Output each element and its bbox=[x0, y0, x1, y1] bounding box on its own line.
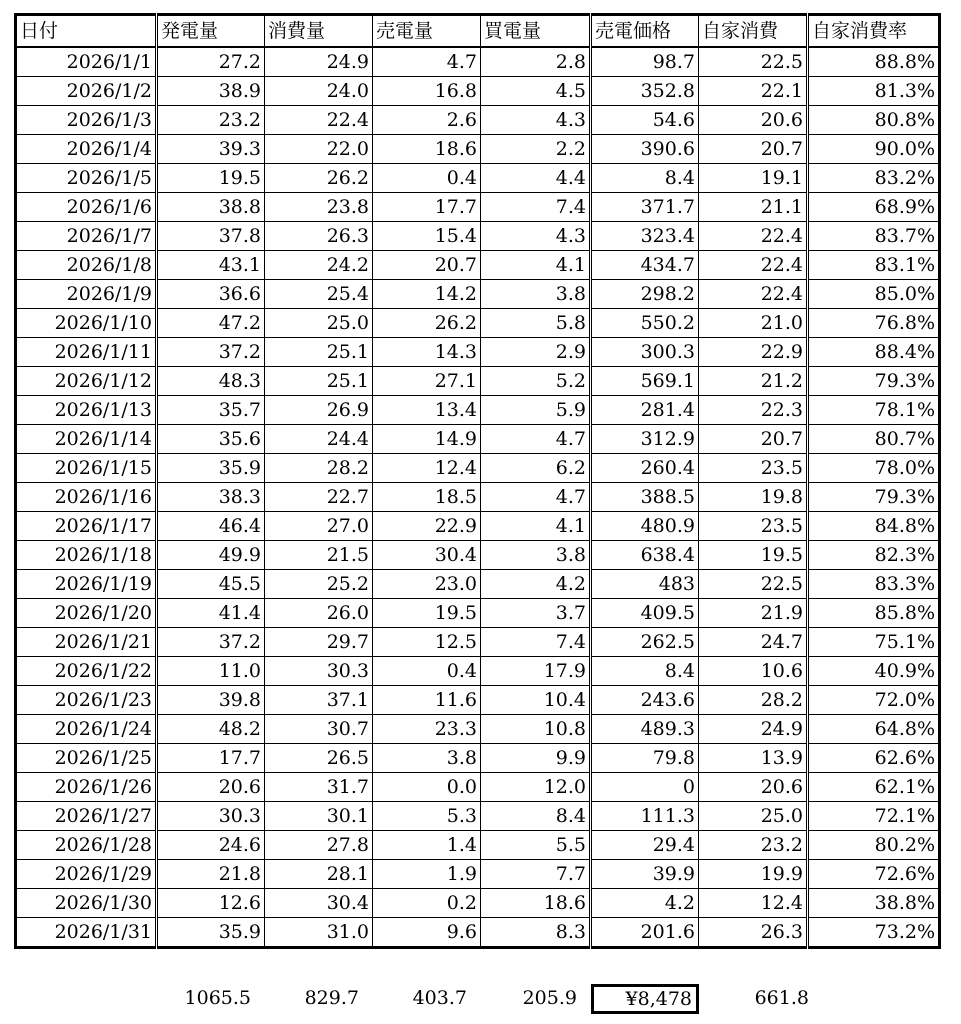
cell-self-consumption-rate[interactable]: 72.1% bbox=[808, 802, 940, 831]
cell-sold[interactable]: 5.3 bbox=[373, 802, 481, 831]
cell-generation[interactable]: 35.6 bbox=[157, 425, 265, 454]
cell-date[interactable]: 2026/1/5 bbox=[16, 164, 157, 193]
cell-date[interactable]: 2026/1/1 bbox=[16, 47, 157, 77]
table-row bbox=[16, 309, 940, 338]
cell-date[interactable]: 2026/1/19 bbox=[16, 570, 157, 599]
cell-bought[interactable]: 4.4 bbox=[481, 164, 591, 193]
cell-date[interactable]: 2026/1/20 bbox=[16, 599, 157, 628]
cell-sold[interactable]: 1.9 bbox=[373, 860, 481, 889]
cell-sold[interactable]: 0.2 bbox=[373, 889, 481, 918]
cell-consumption[interactable]: 28.1 bbox=[265, 860, 373, 889]
table-row bbox=[16, 918, 940, 948]
cell-date[interactable]: 2026/1/31 bbox=[16, 918, 157, 948]
cell-generation[interactable]: 11.0 bbox=[157, 657, 265, 686]
cell-consumption[interactable]: 27.8 bbox=[265, 831, 373, 860]
cell-consumption[interactable]: 26.0 bbox=[265, 599, 373, 628]
cell-self-consumption-rate[interactable]: 64.8% bbox=[808, 715, 940, 744]
table-row bbox=[16, 483, 940, 512]
cell-date[interactable]: 2026/1/24 bbox=[16, 715, 157, 744]
cell-consumption[interactable]: 25.4 bbox=[265, 280, 373, 309]
cell-sale-price[interactable]: 434.7 bbox=[591, 251, 699, 280]
cell-date[interactable]: 2026/1/25 bbox=[16, 744, 157, 773]
cell-date[interactable]: 2026/1/2 bbox=[16, 77, 157, 106]
cell-date[interactable]: 2026/1/17 bbox=[16, 512, 157, 541]
cell-date[interactable]: 2026/1/11 bbox=[16, 338, 157, 367]
cell-date[interactable]: 2026/1/22 bbox=[16, 657, 157, 686]
cell-sale-price[interactable]: 388.5 bbox=[591, 483, 699, 512]
table-row bbox=[16, 396, 940, 425]
cell-date[interactable]: 2026/1/14 bbox=[16, 425, 157, 454]
cell-bought[interactable]: 5.2 bbox=[481, 367, 591, 396]
cell-bought[interactable]: 4.7 bbox=[481, 425, 591, 454]
table-row bbox=[16, 628, 940, 657]
table-row bbox=[16, 831, 940, 860]
cell-generation[interactable]: 24.6 bbox=[157, 831, 265, 860]
cell-self-consumption-rate[interactable]: 90.0% bbox=[808, 135, 940, 164]
cell-consumption[interactable]: 21.5 bbox=[265, 541, 373, 570]
cell-date[interactable]: 2026/1/7 bbox=[16, 222, 157, 251]
cell-consumption[interactable]: 37.1 bbox=[265, 686, 373, 715]
cell-bought[interactable]: 10.8 bbox=[481, 715, 591, 744]
cell-generation[interactable]: 41.4 bbox=[157, 599, 265, 628]
cell-sold[interactable]: 13.4 bbox=[373, 396, 481, 425]
cell-self-consumption-rate[interactable]: 79.3% bbox=[808, 367, 940, 396]
cell-generation[interactable]: 35.9 bbox=[157, 454, 265, 483]
cell-self-consumption[interactable]: 10.6 bbox=[699, 657, 808, 686]
table-row bbox=[16, 657, 940, 686]
cell-sale-price[interactable]: 201.6 bbox=[591, 918, 699, 948]
cell-self-consumption-rate[interactable]: 81.3% bbox=[808, 77, 940, 106]
cell-date[interactable]: 2026/1/12 bbox=[16, 367, 157, 396]
cell-consumption[interactable]: 31.0 bbox=[265, 918, 373, 948]
cell-sold[interactable]: 11.6 bbox=[373, 686, 481, 715]
cell-bought[interactable]: 6.2 bbox=[481, 454, 591, 483]
table-row bbox=[16, 425, 940, 454]
cell-self-consumption-rate[interactable]: 80.7% bbox=[808, 425, 940, 454]
cell-sale-price[interactable]: 312.9 bbox=[591, 425, 699, 454]
cell-sold[interactable]: 14.3 bbox=[373, 338, 481, 367]
cell-self-consumption-rate[interactable]: 80.2% bbox=[808, 831, 940, 860]
cell-sale-price[interactable]: 243.6 bbox=[591, 686, 699, 715]
cell-self-consumption[interactable]: 21.0 bbox=[699, 309, 808, 338]
cell-date[interactable]: 2026/1/9 bbox=[16, 280, 157, 309]
total-sold[interactable]: 403.7 bbox=[412, 987, 467, 1009]
cell-generation[interactable]: 12.6 bbox=[157, 889, 265, 918]
cell-generation[interactable]: 37.2 bbox=[157, 338, 265, 367]
cell-self-consumption[interactable]: 21.9 bbox=[699, 599, 808, 628]
cell-self-consumption-rate[interactable]: 79.3% bbox=[808, 483, 940, 512]
header-self-consumption[interactable]: 自家消費 bbox=[699, 15, 808, 48]
cell-sold[interactable]: 19.5 bbox=[373, 599, 481, 628]
cell-bought[interactable]: 8.4 bbox=[481, 802, 591, 831]
cell-bought[interactable]: 4.2 bbox=[481, 570, 591, 599]
cell-generation[interactable]: 39.8 bbox=[157, 686, 265, 715]
cell-bought[interactable]: 2.9 bbox=[481, 338, 591, 367]
cell-sold[interactable]: 27.1 bbox=[373, 367, 481, 396]
cell-self-consumption[interactable]: 23.5 bbox=[699, 512, 808, 541]
cell-self-consumption[interactable]: 22.9 bbox=[699, 338, 808, 367]
cell-self-consumption[interactable]: 22.1 bbox=[699, 77, 808, 106]
cell-sale-price[interactable]: 483 bbox=[591, 570, 699, 599]
cell-date[interactable]: 2026/1/27 bbox=[16, 802, 157, 831]
table-row bbox=[16, 686, 940, 715]
total-sale-price[interactable]: ¥8,478 bbox=[591, 984, 699, 1014]
total-generation[interactable]: 1065.5 bbox=[184, 987, 251, 1009]
cell-self-consumption[interactable]: 20.7 bbox=[699, 135, 808, 164]
cell-sold[interactable]: 0.4 bbox=[373, 657, 481, 686]
cell-date[interactable]: 2026/1/21 bbox=[16, 628, 157, 657]
cell-sale-price[interactable]: 79.8 bbox=[591, 744, 699, 773]
table-row bbox=[16, 106, 940, 135]
cell-bought[interactable]: 4.5 bbox=[481, 77, 591, 106]
cell-generation[interactable]: 45.5 bbox=[157, 570, 265, 599]
cell-sale-price[interactable]: 260.4 bbox=[591, 454, 699, 483]
cell-sold[interactable]: 23.3 bbox=[373, 715, 481, 744]
table-row bbox=[16, 164, 940, 193]
cell-consumption[interactable]: 25.1 bbox=[265, 338, 373, 367]
cell-sale-price[interactable]: 480.9 bbox=[591, 512, 699, 541]
cell-generation[interactable]: 48.2 bbox=[157, 715, 265, 744]
cell-consumption[interactable]: 25.1 bbox=[265, 367, 373, 396]
cell-sold[interactable]: 22.9 bbox=[373, 512, 481, 541]
table-row bbox=[16, 47, 940, 77]
cell-consumption[interactable]: 25.2 bbox=[265, 570, 373, 599]
cell-date[interactable]: 2026/1/23 bbox=[16, 686, 157, 715]
cell-self-consumption-rate[interactable]: 82.3% bbox=[808, 541, 940, 570]
cell-consumption[interactable]: 26.5 bbox=[265, 744, 373, 773]
table-row bbox=[16, 77, 940, 106]
cell-generation[interactable]: 35.9 bbox=[157, 918, 265, 948]
cell-generation[interactable]: 17.7 bbox=[157, 744, 265, 773]
cell-self-consumption-rate[interactable]: 72.0% bbox=[808, 686, 940, 715]
cell-bought[interactable]: 3.8 bbox=[481, 280, 591, 309]
cell-generation[interactable]: 21.8 bbox=[157, 860, 265, 889]
cell-self-consumption[interactable]: 20.6 bbox=[699, 773, 808, 802]
cell-self-consumption[interactable]: 20.6 bbox=[699, 106, 808, 135]
cell-consumption[interactable]: 22.4 bbox=[265, 106, 373, 135]
cell-sold[interactable]: 9.6 bbox=[373, 918, 481, 948]
cell-consumption[interactable]: 27.0 bbox=[265, 512, 373, 541]
cell-bought[interactable]: 9.9 bbox=[481, 744, 591, 773]
cell-bought[interactable]: 12.0 bbox=[481, 773, 591, 802]
cell-sale-price[interactable]: 409.5 bbox=[591, 599, 699, 628]
cell-generation[interactable]: 39.3 bbox=[157, 135, 265, 164]
cell-consumption[interactable]: 28.2 bbox=[265, 454, 373, 483]
cell-self-consumption-rate[interactable]: 83.2% bbox=[808, 164, 940, 193]
cell-self-consumption[interactable]: 19.8 bbox=[699, 483, 808, 512]
cell-self-consumption-rate[interactable]: 62.6% bbox=[808, 744, 940, 773]
total-consumption[interactable]: 829.7 bbox=[304, 987, 359, 1009]
table-row bbox=[16, 541, 940, 570]
cell-self-consumption[interactable]: 24.9 bbox=[699, 715, 808, 744]
cell-generation[interactable]: 38.3 bbox=[157, 483, 265, 512]
cell-date[interactable]: 2026/1/26 bbox=[16, 773, 157, 802]
cell-date[interactable]: 2026/1/30 bbox=[16, 889, 157, 918]
cell-consumption[interactable]: 24.9 bbox=[265, 47, 373, 77]
cell-sale-price[interactable]: 298.2 bbox=[591, 280, 699, 309]
cell-self-consumption-rate[interactable]: 83.7% bbox=[808, 222, 940, 251]
cell-date[interactable]: 2026/1/15 bbox=[16, 454, 157, 483]
cell-sold[interactable]: 14.2 bbox=[373, 280, 481, 309]
cell-self-consumption[interactable]: 19.9 bbox=[699, 860, 808, 889]
cell-generation[interactable]: 38.9 bbox=[157, 77, 265, 106]
cell-self-consumption[interactable]: 22.4 bbox=[699, 280, 808, 309]
cell-consumption[interactable]: 26.3 bbox=[265, 222, 373, 251]
cell-bought[interactable]: 5.5 bbox=[481, 831, 591, 860]
cell-sale-price[interactable]: 4.2 bbox=[591, 889, 699, 918]
cell-sale-price[interactable]: 371.7 bbox=[591, 193, 699, 222]
cell-sold[interactable]: 1.4 bbox=[373, 831, 481, 860]
cell-sold[interactable]: 0.0 bbox=[373, 773, 481, 802]
cell-date[interactable]: 2026/1/8 bbox=[16, 251, 157, 280]
header-bought[interactable]: 買電量 bbox=[481, 15, 591, 48]
cell-bought[interactable]: 7.4 bbox=[481, 628, 591, 657]
cell-self-consumption[interactable]: 12.4 bbox=[699, 889, 808, 918]
cell-sale-price[interactable]: 8.4 bbox=[591, 657, 699, 686]
cell-self-consumption[interactable]: 24.7 bbox=[699, 628, 808, 657]
cell-bought[interactable]: 2.2 bbox=[481, 135, 591, 164]
cell-consumption[interactable]: 26.2 bbox=[265, 164, 373, 193]
cell-self-consumption[interactable]: 13.9 bbox=[699, 744, 808, 773]
cell-generation[interactable]: 37.8 bbox=[157, 222, 265, 251]
cell-sold[interactable]: 12.4 bbox=[373, 454, 481, 483]
cell-sold[interactable]: 18.6 bbox=[373, 135, 481, 164]
cell-sold[interactable]: 14.9 bbox=[373, 425, 481, 454]
cell-bought[interactable]: 4.3 bbox=[481, 106, 591, 135]
cell-sale-price[interactable]: 569.1 bbox=[591, 367, 699, 396]
cell-self-consumption-rate[interactable]: 88.8% bbox=[808, 47, 940, 77]
cell-generation[interactable]: 47.2 bbox=[157, 309, 265, 338]
cell-self-consumption[interactable]: 21.1 bbox=[699, 193, 808, 222]
cell-self-consumption-rate[interactable]: 83.1% bbox=[808, 251, 940, 280]
cell-self-consumption[interactable]: 23.2 bbox=[699, 831, 808, 860]
table-row bbox=[16, 773, 940, 802]
table-row bbox=[16, 512, 940, 541]
cell-bought[interactable]: 8.3 bbox=[481, 918, 591, 948]
cell-sold[interactable]: 17.7 bbox=[373, 193, 481, 222]
total-bought[interactable]: 205.9 bbox=[522, 987, 577, 1009]
header-consumption[interactable]: 消費量 bbox=[265, 15, 373, 48]
header-sale-price[interactable]: 売電価格 bbox=[591, 15, 699, 48]
cell-self-consumption-rate[interactable]: 85.8% bbox=[808, 599, 940, 628]
cell-generation[interactable]: 36.6 bbox=[157, 280, 265, 309]
cell-sold[interactable]: 0.4 bbox=[373, 164, 481, 193]
cell-sale-price[interactable]: 262.5 bbox=[591, 628, 699, 657]
cell-bought[interactable]: 10.4 bbox=[481, 686, 591, 715]
cell-sold[interactable]: 20.7 bbox=[373, 251, 481, 280]
cell-bought[interactable]: 3.8 bbox=[481, 541, 591, 570]
cell-self-consumption[interactable]: 22.5 bbox=[699, 47, 808, 77]
cell-date[interactable]: 2026/1/10 bbox=[16, 309, 157, 338]
cell-date[interactable]: 2026/1/28 bbox=[16, 831, 157, 860]
cell-sold[interactable]: 18.5 bbox=[373, 483, 481, 512]
cell-consumption[interactable]: 30.7 bbox=[265, 715, 373, 744]
cell-bought[interactable]: 4.7 bbox=[481, 483, 591, 512]
cell-self-consumption-rate[interactable]: 75.1% bbox=[808, 628, 940, 657]
cell-self-consumption[interactable]: 22.4 bbox=[699, 222, 808, 251]
cell-self-consumption-rate[interactable]: 40.9% bbox=[808, 657, 940, 686]
cell-sold[interactable]: 16.8 bbox=[373, 77, 481, 106]
cell-bought[interactable]: 17.9 bbox=[481, 657, 591, 686]
cell-sale-price[interactable]: 0 bbox=[591, 773, 699, 802]
cell-consumption[interactable]: 24.2 bbox=[265, 251, 373, 280]
table-row bbox=[16, 135, 940, 164]
cell-self-consumption-rate[interactable]: 62.1% bbox=[808, 773, 940, 802]
cell-sale-price[interactable]: 111.3 bbox=[591, 802, 699, 831]
cell-date[interactable]: 2026/1/18 bbox=[16, 541, 157, 570]
cell-self-consumption[interactable]: 25.0 bbox=[699, 802, 808, 831]
cell-sold[interactable]: 12.5 bbox=[373, 628, 481, 657]
table-row bbox=[16, 570, 940, 599]
cell-bought[interactable]: 5.8 bbox=[481, 309, 591, 338]
cell-generation[interactable]: 48.3 bbox=[157, 367, 265, 396]
cell-consumption[interactable]: 22.0 bbox=[265, 135, 373, 164]
cell-sale-price[interactable]: 39.9 bbox=[591, 860, 699, 889]
cell-date[interactable]: 2026/1/3 bbox=[16, 106, 157, 135]
table-row bbox=[16, 454, 940, 483]
table-row bbox=[16, 599, 940, 628]
cell-sale-price[interactable]: 98.7 bbox=[591, 47, 699, 77]
cell-generation[interactable]: 43.1 bbox=[157, 251, 265, 280]
cell-self-consumption-rate[interactable]: 88.4% bbox=[808, 338, 940, 367]
table-row bbox=[16, 715, 940, 744]
cell-generation[interactable]: 27.2 bbox=[157, 47, 265, 77]
cell-consumption[interactable]: 30.4 bbox=[265, 889, 373, 918]
cell-sale-price[interactable]: 550.2 bbox=[591, 309, 699, 338]
cell-consumption[interactable]: 24.4 bbox=[265, 425, 373, 454]
cell-generation[interactable]: 35.7 bbox=[157, 396, 265, 425]
cell-consumption[interactable]: 25.0 bbox=[265, 309, 373, 338]
cell-bought[interactable]: 3.7 bbox=[481, 599, 591, 628]
cell-self-consumption[interactable]: 19.5 bbox=[699, 541, 808, 570]
cell-consumption[interactable]: 26.9 bbox=[265, 396, 373, 425]
cell-generation[interactable]: 38.8 bbox=[157, 193, 265, 222]
cell-sale-price[interactable]: 8.4 bbox=[591, 164, 699, 193]
table-row bbox=[16, 280, 940, 309]
cell-bought[interactable]: 4.1 bbox=[481, 251, 591, 280]
header-date[interactable]: 日付 bbox=[16, 15, 157, 48]
cell-self-consumption-rate[interactable]: 78.0% bbox=[808, 454, 940, 483]
cell-sale-price[interactable]: 323.4 bbox=[591, 222, 699, 251]
cell-generation[interactable]: 23.2 bbox=[157, 106, 265, 135]
cell-sale-price[interactable]: 352.8 bbox=[591, 77, 699, 106]
cell-self-consumption[interactable]: 22.3 bbox=[699, 396, 808, 425]
cell-generation[interactable]: 49.9 bbox=[157, 541, 265, 570]
cell-consumption[interactable]: 22.7 bbox=[265, 483, 373, 512]
cell-self-consumption[interactable]: 19.1 bbox=[699, 164, 808, 193]
cell-self-consumption[interactable]: 21.2 bbox=[699, 367, 808, 396]
cell-sale-price[interactable]: 281.4 bbox=[591, 396, 699, 425]
cell-bought[interactable]: 7.4 bbox=[481, 193, 591, 222]
cell-sold[interactable]: 3.8 bbox=[373, 744, 481, 773]
cell-self-consumption-rate[interactable]: 80.8% bbox=[808, 106, 940, 135]
cell-self-consumption-rate[interactable]: 68.9% bbox=[808, 193, 940, 222]
cell-date[interactable]: 2026/1/16 bbox=[16, 483, 157, 512]
cell-consumption[interactable]: 24.0 bbox=[265, 77, 373, 106]
header-row bbox=[16, 15, 940, 48]
cell-self-consumption-rate[interactable]: 84.8% bbox=[808, 512, 940, 541]
total-self-consumption[interactable]: 661.8 bbox=[754, 987, 809, 1009]
cell-self-consumption[interactable]: 20.7 bbox=[699, 425, 808, 454]
cell-generation[interactable]: 20.6 bbox=[157, 773, 265, 802]
cell-self-consumption-rate[interactable]: 83.3% bbox=[808, 570, 940, 599]
cell-date[interactable]: 2026/1/4 bbox=[16, 135, 157, 164]
table-row bbox=[16, 889, 940, 918]
table-row bbox=[16, 367, 940, 396]
cell-sold[interactable]: 23.0 bbox=[373, 570, 481, 599]
cell-consumption[interactable]: 31.7 bbox=[265, 773, 373, 802]
cell-bought[interactable]: 5.9 bbox=[481, 396, 591, 425]
header-sold[interactable]: 売電量 bbox=[373, 15, 481, 48]
cell-bought[interactable]: 7.7 bbox=[481, 860, 591, 889]
cell-self-consumption-rate[interactable]: 38.8% bbox=[808, 889, 940, 918]
cell-date[interactable]: 2026/1/29 bbox=[16, 860, 157, 889]
cell-consumption[interactable]: 29.7 bbox=[265, 628, 373, 657]
table-row bbox=[16, 802, 940, 831]
cell-generation[interactable]: 37.2 bbox=[157, 628, 265, 657]
cell-sold[interactable]: 30.4 bbox=[373, 541, 481, 570]
cell-generation[interactable]: 19.5 bbox=[157, 164, 265, 193]
cell-bought[interactable]: 4.1 bbox=[481, 512, 591, 541]
table-row bbox=[16, 744, 940, 773]
cell-sale-price[interactable]: 390.6 bbox=[591, 135, 699, 164]
cell-self-consumption-rate[interactable]: 73.2% bbox=[808, 918, 940, 948]
table-row bbox=[16, 338, 940, 367]
cell-sale-price[interactable]: 29.4 bbox=[591, 831, 699, 860]
cell-self-consumption-rate[interactable]: 72.6% bbox=[808, 860, 940, 889]
cell-sold[interactable]: 4.7 bbox=[373, 47, 481, 77]
table-body bbox=[16, 47, 940, 948]
cell-generation[interactable]: 30.3 bbox=[157, 802, 265, 831]
cell-sale-price[interactable]: 300.3 bbox=[591, 338, 699, 367]
cell-self-consumption[interactable]: 23.5 bbox=[699, 454, 808, 483]
cell-bought[interactable]: 2.8 bbox=[481, 47, 591, 77]
cell-self-consumption-rate[interactable]: 76.8% bbox=[808, 309, 940, 338]
cell-consumption[interactable]: 23.8 bbox=[265, 193, 373, 222]
cell-self-consumption-rate[interactable]: 78.1% bbox=[808, 396, 940, 425]
cell-sale-price[interactable]: 54.6 bbox=[591, 106, 699, 135]
cell-bought[interactable]: 18.6 bbox=[481, 889, 591, 918]
cell-generation[interactable]: 46.4 bbox=[157, 512, 265, 541]
table-row bbox=[16, 193, 940, 222]
cell-sale-price[interactable]: 489.3 bbox=[591, 715, 699, 744]
cell-bought[interactable]: 4.3 bbox=[481, 222, 591, 251]
cell-self-consumption[interactable]: 26.3 bbox=[699, 918, 808, 948]
header-self-consumption-rate[interactable]: 自家消費率 bbox=[808, 15, 940, 48]
header-generation[interactable]: 発電量 bbox=[157, 15, 265, 48]
cell-self-consumption[interactable]: 22.4 bbox=[699, 251, 808, 280]
cell-sold[interactable]: 2.6 bbox=[373, 106, 481, 135]
table-row bbox=[16, 222, 940, 251]
cell-self-consumption[interactable]: 22.5 bbox=[699, 570, 808, 599]
table-row bbox=[16, 251, 940, 280]
cell-sold[interactable]: 26.2 bbox=[373, 309, 481, 338]
cell-sale-price[interactable]: 638.4 bbox=[591, 541, 699, 570]
cell-consumption[interactable]: 30.3 bbox=[265, 657, 373, 686]
cell-self-consumption-rate[interactable]: 85.0% bbox=[808, 280, 940, 309]
cell-consumption[interactable]: 30.1 bbox=[265, 802, 373, 831]
cell-self-consumption[interactable]: 28.2 bbox=[699, 686, 808, 715]
table-row bbox=[16, 860, 940, 889]
cell-date[interactable]: 2026/1/13 bbox=[16, 396, 157, 425]
energy-table bbox=[14, 13, 941, 949]
cell-sold[interactable]: 15.4 bbox=[373, 222, 481, 251]
cell-date[interactable]: 2026/1/6 bbox=[16, 193, 157, 222]
